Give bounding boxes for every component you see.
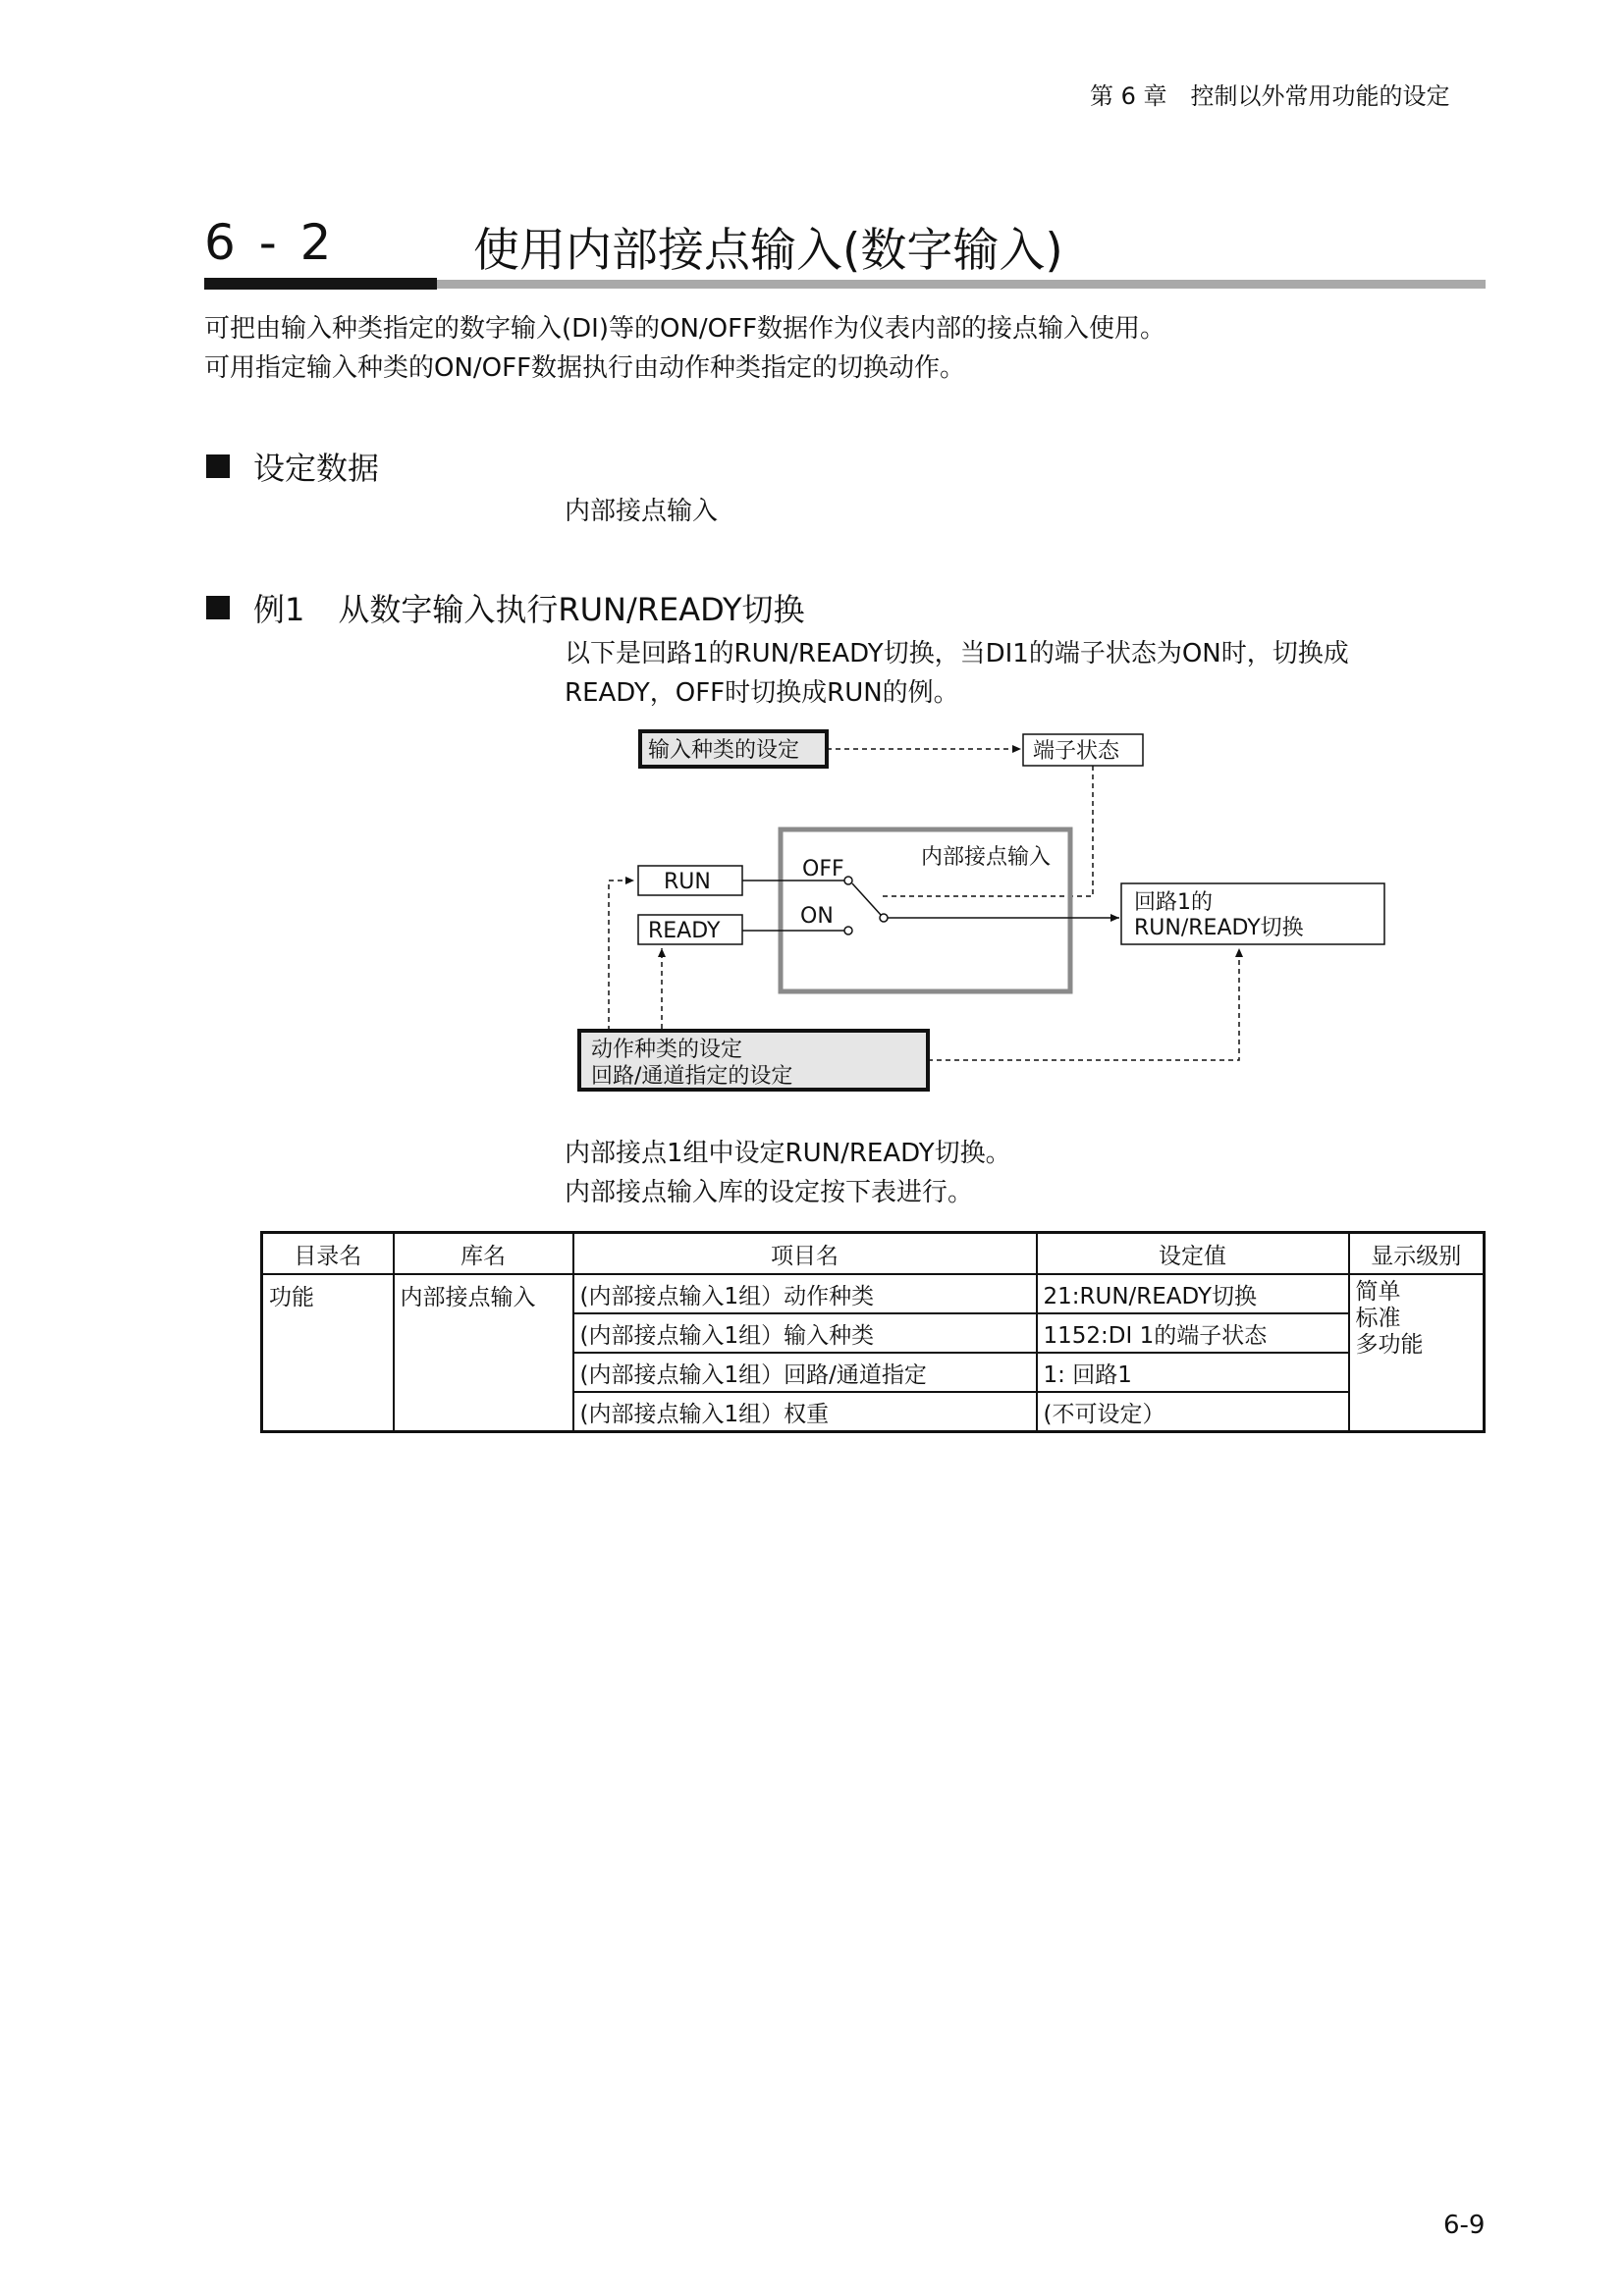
- column-header: 显示级别: [1349, 1233, 1485, 1275]
- square-bullet-icon: [206, 454, 230, 478]
- example-description: [565, 634, 1349, 713]
- example-label: 例1: [253, 591, 305, 628]
- ready-label: READY: [648, 919, 721, 943]
- column-header: 目录名: [262, 1233, 394, 1275]
- item-cell: (内部接点输入1组）输入种类: [573, 1313, 1037, 1353]
- display-level: 简单: [1355, 1279, 1401, 1305]
- column-header: 项目名: [573, 1233, 1037, 1275]
- switch-blade: [852, 883, 881, 915]
- on-label: ON: [800, 904, 834, 929]
- column-header: 库名: [394, 1233, 573, 1275]
- intro-paragraph: [204, 309, 1165, 388]
- display-level: 标准: [1355, 1306, 1401, 1331]
- loop-runready-line1: 回路1的: [1134, 890, 1213, 915]
- library-cell: 内部接点输入: [394, 1274, 573, 1432]
- heading-example: [206, 585, 805, 630]
- input-type-setting-label: 输入种类的设定: [648, 738, 800, 763]
- display-level: 多功能: [1355, 1332, 1424, 1358]
- switch-contact-off: [844, 877, 852, 884]
- terminal-state-label: 端子状态: [1033, 739, 1120, 764]
- value-cell: 1: 回路1: [1037, 1353, 1349, 1392]
- value-cell: 21:RUN/READY切换: [1037, 1274, 1349, 1313]
- dashed-connector: [928, 948, 1239, 1060]
- title-rule-gray: [437, 280, 1486, 289]
- switch-pivot: [880, 914, 888, 922]
- square-bullet-icon: [206, 596, 230, 619]
- switch-contact-on: [844, 927, 852, 934]
- run-label: RUN: [664, 870, 711, 894]
- example-desc-line: READY，OFF时切换成RUN的例。: [565, 678, 959, 708]
- title-rule-dark: [204, 278, 437, 290]
- value-cell: (不可设定）: [1037, 1392, 1349, 1432]
- section-title: 使用内部接点输入(数字输入): [473, 224, 1063, 278]
- item-cell: (内部接点输入1组）动作种类: [573, 1274, 1037, 1313]
- table-row: [262, 1274, 1485, 1313]
- loop-runready-line2: RUN/READY切换: [1134, 916, 1304, 940]
- item-cell: (内部接点输入1组）权重: [573, 1392, 1037, 1432]
- internal-contact-label: 内部接点输入: [921, 845, 1052, 870]
- table-header-row: [262, 1233, 1485, 1275]
- display-level-cell: [1349, 1274, 1485, 1432]
- table-intro-line: 内部接点输入库的设定按下表进行。: [565, 1178, 974, 1207]
- section-number: 6 - 2: [204, 214, 336, 271]
- heading-settings-label: 设定数据: [253, 450, 380, 487]
- heading-settings: [206, 444, 379, 489]
- off-label: OFF: [802, 857, 844, 881]
- settings-table: [260, 1231, 1486, 1433]
- intro-line: 可用指定输入种类的ON/OFF数据执行由动作种类指定的切换动作。: [204, 353, 966, 383]
- column-header: 设定值: [1037, 1233, 1349, 1275]
- table-intro-line: 内部接点1组中设定RUN/READY切换。: [565, 1139, 1011, 1168]
- action-type-line1: 动作种类的设定: [591, 1038, 743, 1062]
- intro-line: 可把由输入种类指定的数字输入(DI)等的ON/OFF数据作为仪表内部的接点输入使用。: [204, 314, 1166, 344]
- action-type-line2: 回路/通道指定的设定: [591, 1064, 793, 1089]
- table-intro: [565, 1134, 1011, 1212]
- running-header: 第 6 章 控制以外常用功能的设定: [1090, 82, 1450, 110]
- page-number: 6-9: [1443, 2211, 1486, 2240]
- category-cell: 功能: [262, 1274, 394, 1432]
- settings-item: 内部接点输入: [565, 497, 719, 526]
- example-desc-line: 以下是回路1的RUN/READY切换，当DI1的端子状态为ON时，切换成: [565, 639, 1349, 668]
- run-ready-diagram: [569, 717, 1394, 1099]
- dashed-connector: [609, 881, 634, 1031]
- item-cell: (内部接点输入1组）回路/通道指定: [573, 1353, 1037, 1392]
- value-cell: 1152:DI 1的端子状态: [1037, 1313, 1349, 1353]
- example-title: 从数字输入执行RUN/READY切换: [338, 591, 805, 628]
